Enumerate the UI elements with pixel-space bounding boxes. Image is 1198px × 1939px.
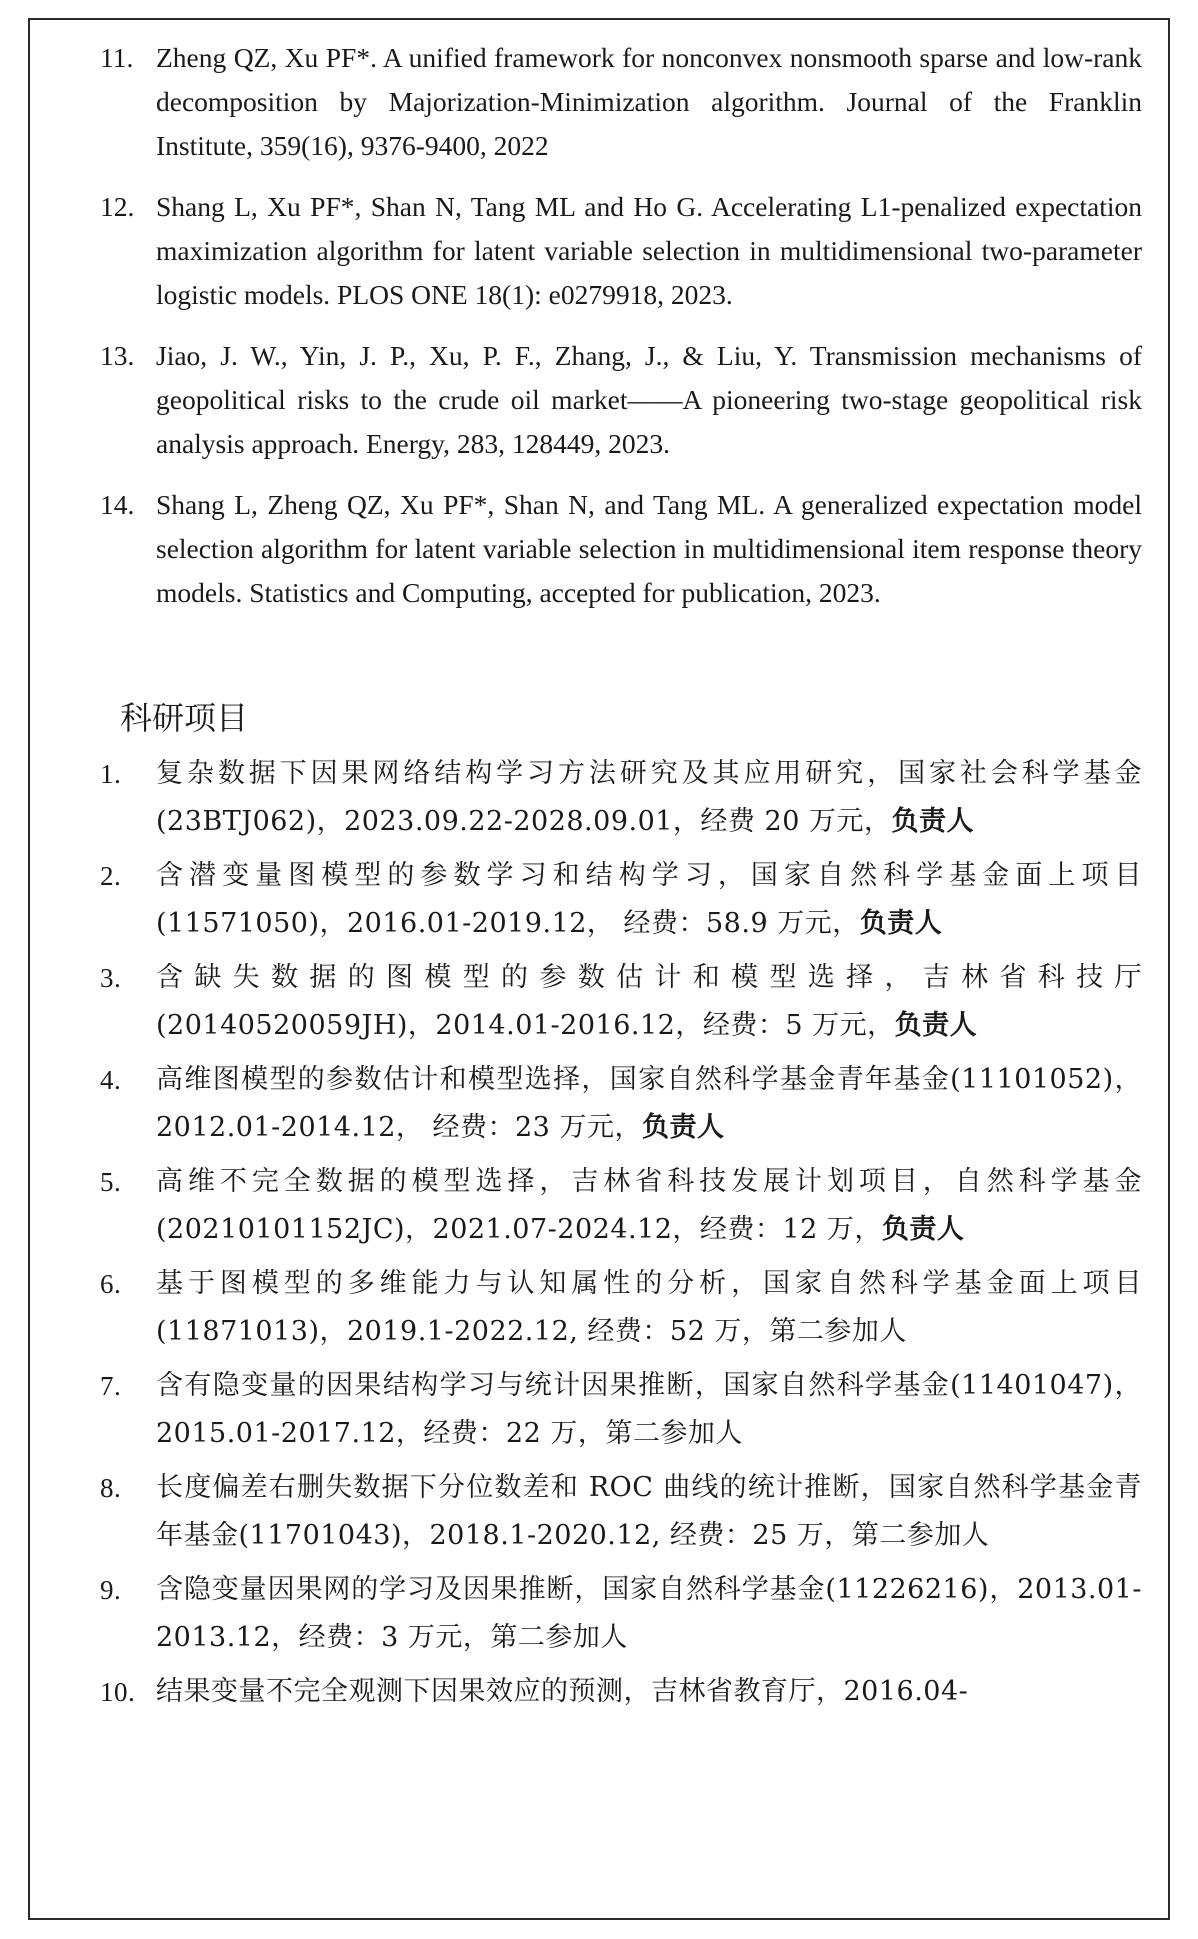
publication-item (30, 334, 1168, 466)
role-label: 负责人 (859, 908, 943, 939)
project-item (30, 852, 1168, 948)
item-number: 9. (100, 1575, 122, 1605)
project-text: 结果变量不完全观测下因果效应的预测，吉林省教育厅，2016.04- (156, 1676, 969, 1707)
project-text: 基于图模型的多维能力与认知属性的分析，国家自然科学基金面上项目(11871013)，2019.1-2022.12, 经费：52 万，第二参加人 (156, 1268, 1142, 1347)
project-text: 含有隐变量的因果结构学习与统计因果推断，国家自然科学基金(11401047)，2015.01-2017.12，经费：22 万，第二参加人 (156, 1370, 1142, 1449)
page-frame (28, 18, 1170, 1920)
section-title: 科研项目 (120, 699, 249, 737)
item-number: 2. (100, 861, 122, 891)
item-number: 13. (100, 340, 135, 371)
project-item (30, 1158, 1168, 1254)
project-item (30, 1464, 1168, 1560)
project-item (30, 1566, 1168, 1662)
project-item (30, 954, 1168, 1050)
document-content (30, 20, 1168, 1722)
item-number: 10. (100, 1677, 136, 1707)
role-label: 负责人 (641, 1112, 725, 1143)
item-number: 7. (100, 1371, 122, 1401)
project-text: 复杂数据下因果网络结构学习方法研究及其应用研究，国家社会科学基金(23BTJ062)，2023.09.22-2028.09.01，经费 20 万元， (156, 758, 1142, 837)
item-number: 3. (100, 963, 122, 993)
item-number: 11. (100, 42, 134, 73)
project-text: 长度偏差右删失数据下分位数差和 ROC 曲线的统计推断，国家自然科学基金青年基金(11701043)，2018.1-2020.12, 经费：25 万，第二参加人 (156, 1472, 1142, 1551)
item-number: 6. (100, 1269, 122, 1299)
item-number: 1. (100, 759, 122, 789)
project-text: 高维不完全数据的模型选择，吉林省科技发展计划项目，自然科学基金 (20210101152JC)，2021.07-2024.12，经费：12 万， (156, 1166, 1142, 1245)
publication-item (30, 483, 1168, 615)
project-item (30, 1668, 1168, 1716)
project-text: 高维图模型的参数估计和模型选择，国家自然科学基金青年基金(11101052)， 2012.01-2014.12， 经费：23 万元， (156, 1064, 1142, 1143)
project-text: 含潜变量图模型的参数学习和结构学习，国家自然科学基金面上项目(11571050)，2016.01-2019.12， 经费：58.9 万元， (156, 860, 1142, 939)
publication-list (30, 20, 1168, 615)
publication-text: Jiao, J. W., Yin, J. P., Xu, P. F., Zhang, J., & Liu, Y. Transmission mechanisms of geopolitical risks to the crude oil market——A pioneering two-stage geopolitical risk analysis approach. Energy, 283, 128449, 2023. (156, 340, 1142, 459)
publication-text: Shang L, Zheng QZ, Xu PF*, Shan N, and Tang ML. A generalized expectation model selection algorithm for latent variable selection in multidimensional item response theory models. Statistics and Computing, accepted for publication, 2023. (156, 489, 1142, 608)
item-number: 5. (100, 1167, 122, 1197)
publication-text: Zheng QZ, Xu PF*. A unified framework for nonconvex nonsmooth sparse and low-rank decomposition by Majorization-Minimization algorithm. Journal of the Franklin Institute, 359(16), 9376-9400, 2022 (156, 42, 1142, 161)
item-number: 4. (100, 1065, 122, 1095)
project-item (30, 750, 1168, 846)
role-label: 负责人 (894, 1010, 978, 1041)
project-text: 含隐变量因果网的学习及因果推断，国家自然科学基金(11226216)，2013.01-2013.12，经费：3 万元，第二参加人 (156, 1574, 1142, 1653)
publication-text: Shang L, Xu PF*, Shan N, Tang ML and Ho G. Accelerating L1-penalized expectation maximization algorithm for latent variable selection in multidimensional two-parameter logistic models. PLOS ONE 18(1): e0279918, 2023. (156, 191, 1142, 310)
project-list (30, 750, 1168, 1716)
project-text: 含缺失数据的图模型的参数估计和模型选择，吉林省科技厅(20140520059JH)，2014.01-2016.12，经费：5 万元， (156, 962, 1142, 1041)
publication-item (30, 36, 1168, 168)
item-number: 12. (100, 191, 135, 222)
project-item (30, 1362, 1168, 1458)
item-number: 8. (100, 1473, 122, 1503)
item-number: 14. (100, 489, 135, 520)
role-label: 负责人 (881, 1214, 965, 1245)
publication-item (30, 185, 1168, 317)
role-label: 负责人 (891, 806, 974, 837)
project-item (30, 1260, 1168, 1356)
project-item (30, 1056, 1168, 1152)
